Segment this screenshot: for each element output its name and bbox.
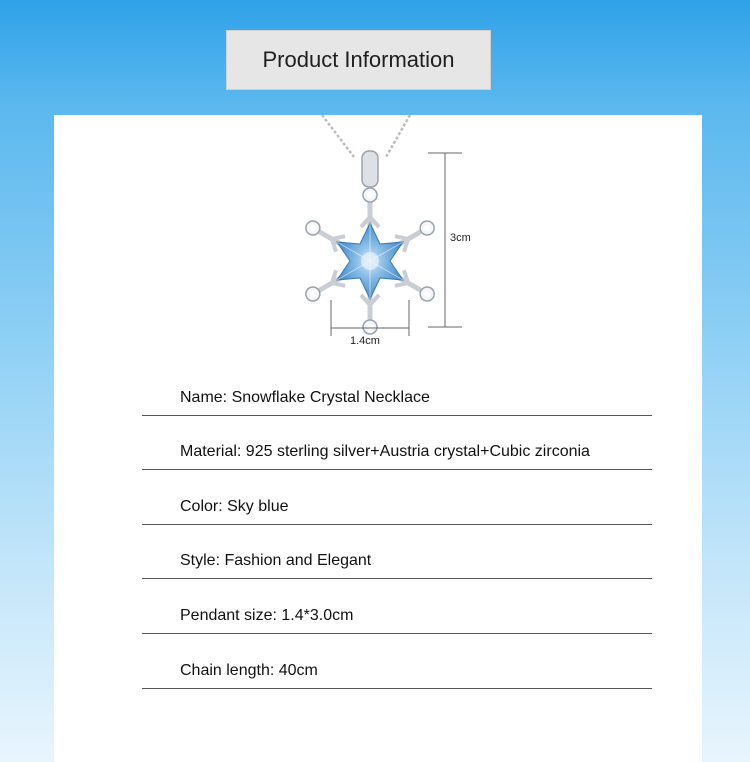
detail-row-pendant-size <box>142 607 652 634</box>
detail-text: Pendant size: 1.4*3.0cm <box>180 607 354 624</box>
detail-row-name <box>142 389 652 416</box>
detail-row-color <box>142 498 652 525</box>
detail-row-style <box>142 552 652 579</box>
chain <box>322 115 410 157</box>
crystal-star <box>337 223 403 299</box>
detail-text: Color: Sky blue <box>180 498 289 515</box>
detail-row-material <box>142 443 652 470</box>
detail-text: Material: 925 sterling silver+Austria crystal+Cubic zirconia <box>180 443 590 460</box>
page-title: Product Information <box>226 30 491 90</box>
detail-row-chain-length <box>142 662 652 689</box>
detail-text: Chain length: 40cm <box>180 662 318 679</box>
width-label: 1.4cm <box>350 335 380 347</box>
detail-text: Style: Fashion and Elegant <box>180 552 372 569</box>
product-info-card <box>54 115 702 762</box>
snowflake-pendant-icon <box>54 115 702 355</box>
height-label: 3cm <box>450 232 471 244</box>
detail-text: Name: Snowflake Crystal Necklace <box>180 389 430 406</box>
